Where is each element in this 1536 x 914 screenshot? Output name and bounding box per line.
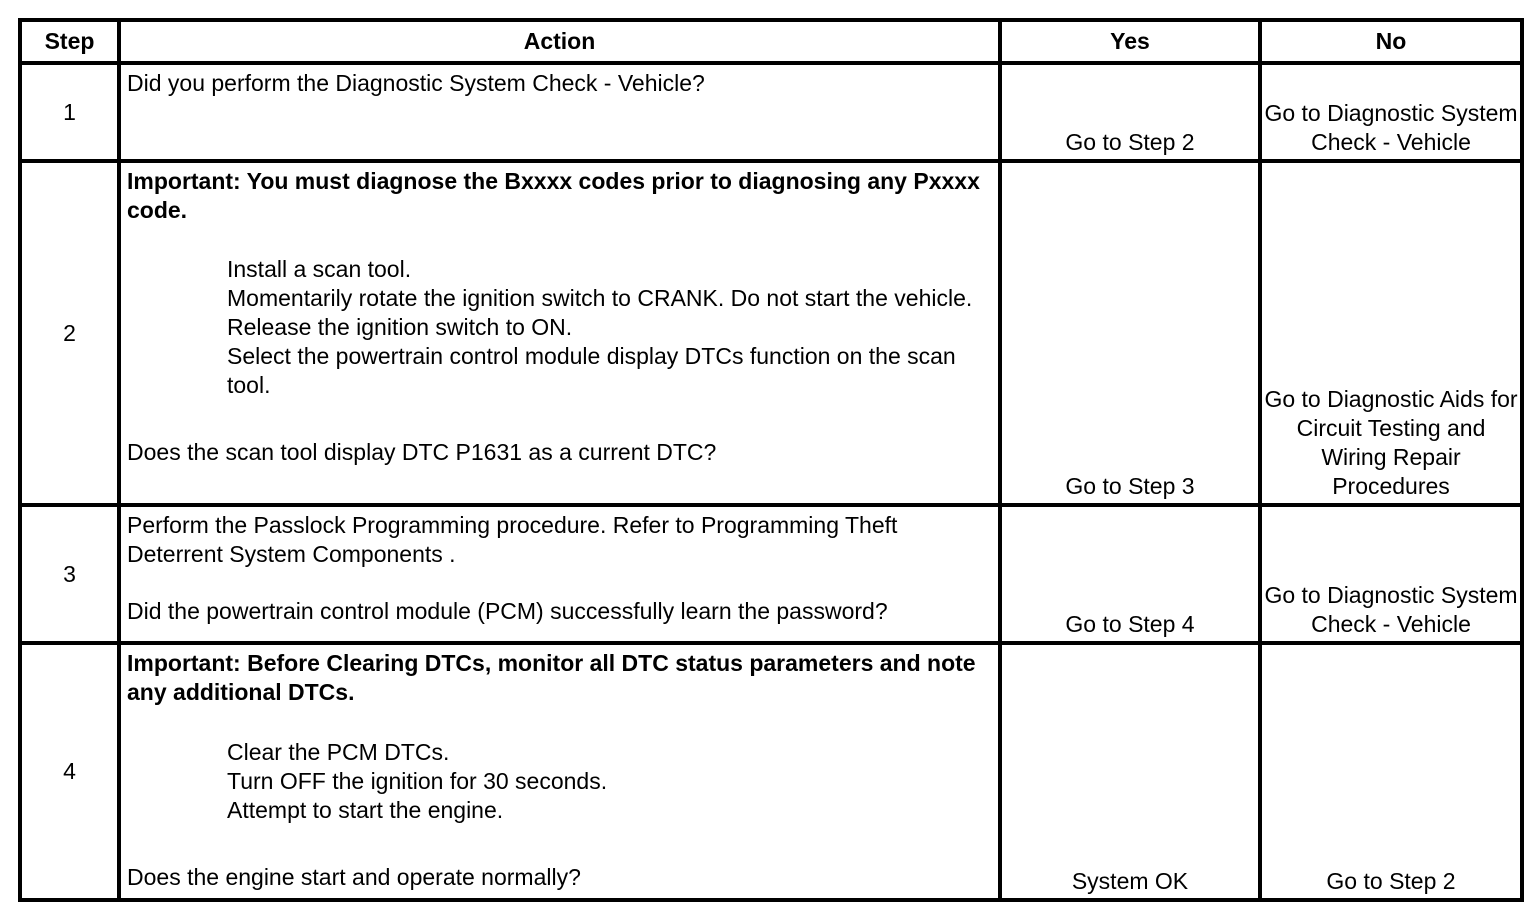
action-step: Attempt to start the engine.: [227, 797, 504, 823]
action-steps-list: [127, 738, 992, 825]
no-cell: Go to Step 2: [1260, 643, 1522, 900]
header-action: Action: [119, 20, 1000, 63]
important-note: Important: You must diagnose the Bxxxx codes prior to diagnosing any Pxxxx code.: [127, 168, 980, 223]
action-instruction: Perform the Passlock Programming procedure. Refer to Programming Theft Deterrent System Components .: [127, 512, 898, 567]
no-cell: Go to Diagnostic Aids for Circuit Testing and Wiring Repair Procedures: [1260, 161, 1522, 505]
action-step: Install a scan tool.: [227, 256, 412, 282]
action-step: Select the powertrain control module display DTCs function on the scan tool.: [227, 343, 956, 398]
diagnostic-table: [18, 18, 1524, 902]
step-number: 1: [20, 63, 119, 161]
yes-cell: Go to Step 4: [1000, 505, 1260, 643]
table-row: [20, 161, 1522, 505]
important-note: Important: Before Clearing DTCs, monitor all DTC status parameters and note any additional DTCs.: [127, 650, 976, 705]
table-row: [20, 63, 1522, 161]
action-step: Release the ignition switch to ON.: [227, 314, 573, 340]
action-question: Did you perform the Diagnostic System Check - Vehicle?: [127, 70, 705, 96]
header-yes: Yes: [1000, 20, 1260, 63]
action-step: Turn OFF the ignition for 30 seconds.: [227, 768, 608, 794]
action-question: Did the powertrain control module (PCM) successfully learn the password?: [127, 598, 888, 624]
action-cell: [119, 63, 1000, 161]
header-no: No: [1260, 20, 1522, 63]
action-steps-list: [127, 255, 992, 400]
step-number: 4: [20, 643, 119, 900]
header-step: Step: [20, 20, 119, 63]
step-number: 3: [20, 505, 119, 643]
table-row: [20, 643, 1522, 900]
step-number: 2: [20, 161, 119, 505]
action-cell: [119, 643, 1000, 900]
action-step: Momentarily rotate the ignition switch to CRANK. Do not start the vehicle.: [227, 285, 973, 311]
action-cell: [119, 161, 1000, 505]
action-cell: [119, 505, 1000, 643]
action-question: Does the scan tool display DTC P1631 as a current DTC?: [127, 439, 717, 465]
yes-cell: Go to Step 2: [1000, 63, 1260, 161]
no-cell: Go to Diagnostic System Check - Vehicle: [1260, 505, 1522, 643]
table-row: [20, 505, 1522, 643]
action-step: Clear the PCM DTCs.: [227, 739, 450, 765]
no-cell: Go to Diagnostic System Check - Vehicle: [1260, 63, 1522, 161]
header-row: [20, 20, 1522, 63]
yes-cell: System OK: [1000, 643, 1260, 900]
action-question: Does the engine start and operate normally?: [127, 864, 581, 890]
yes-cell: Go to Step 3: [1000, 161, 1260, 505]
